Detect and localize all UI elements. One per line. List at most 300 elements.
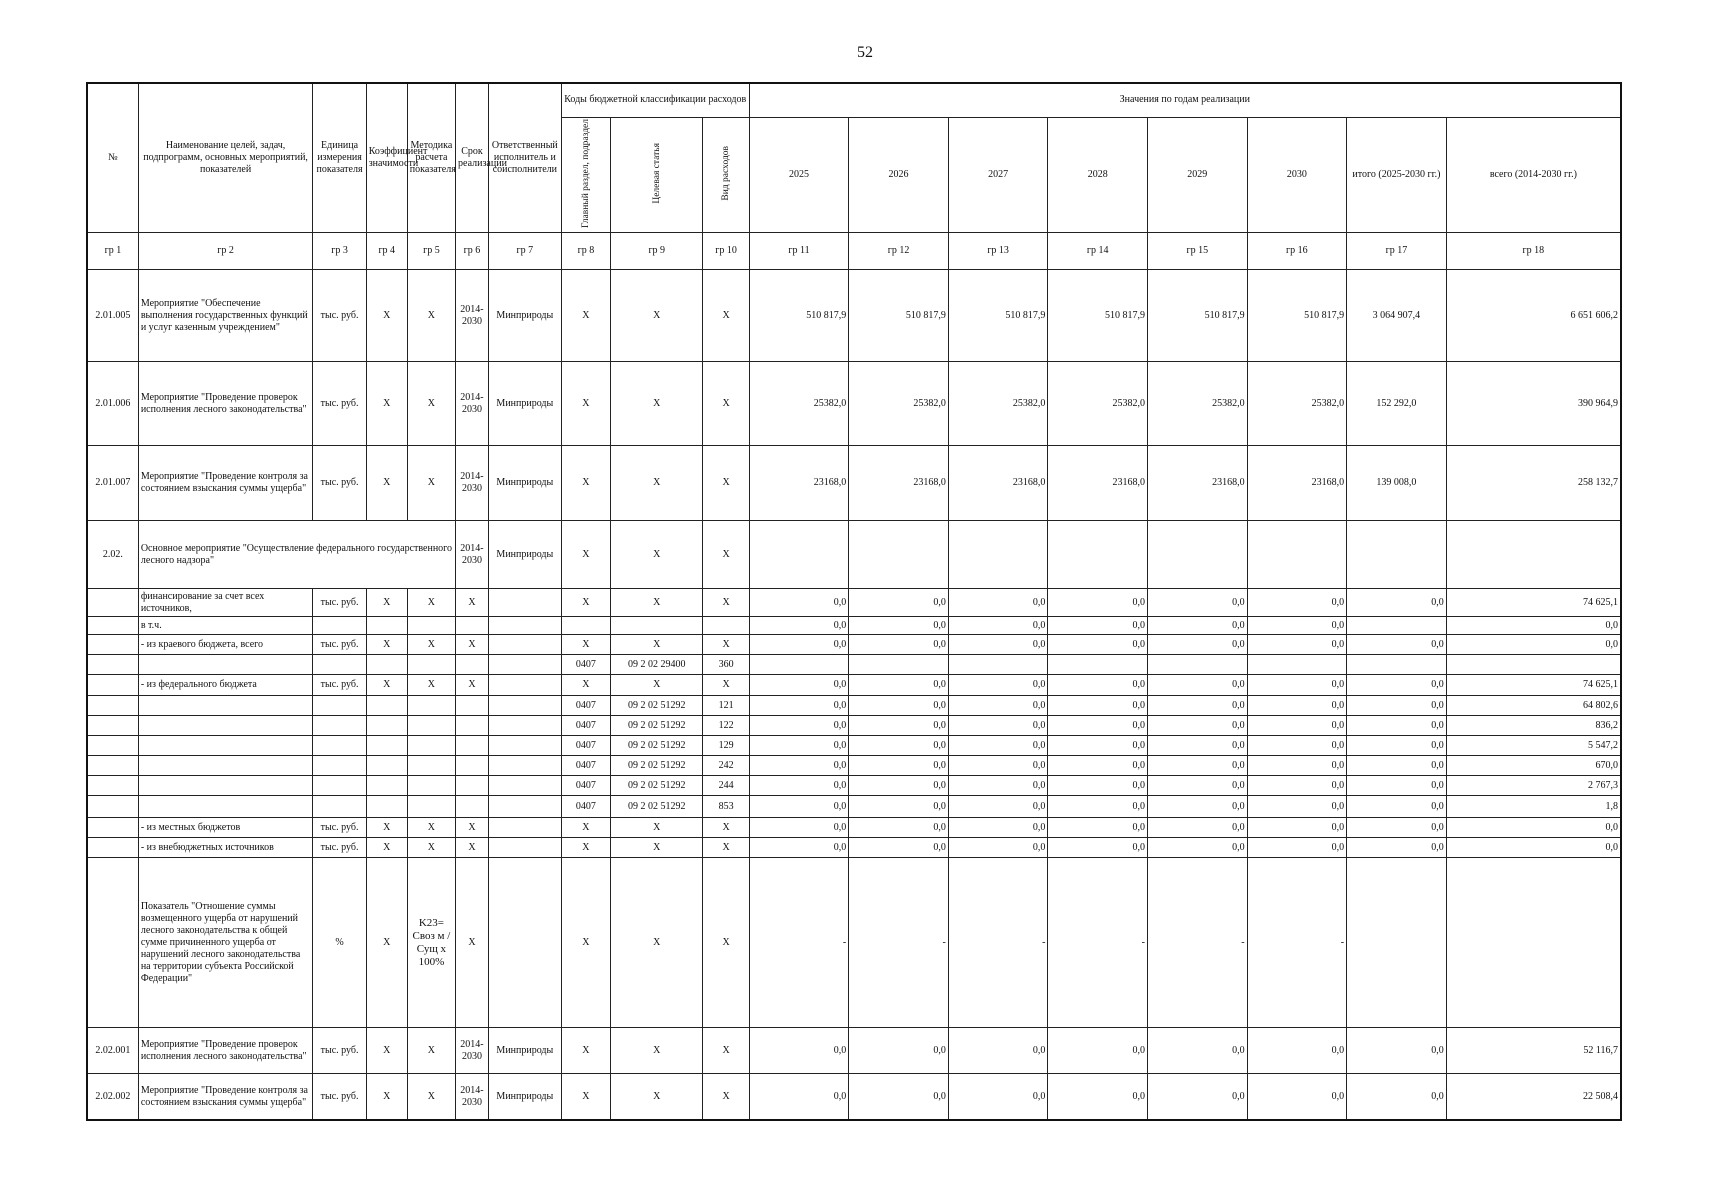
- row-value: 0,0: [749, 736, 849, 756]
- row-value: 510 817,9: [1147, 270, 1247, 362]
- header-year: 2028: [1048, 117, 1148, 233]
- finance-row: [87, 756, 1621, 776]
- row-method: X: [407, 1028, 455, 1074]
- finance-row: [87, 675, 1621, 696]
- row-value: 0,0: [749, 756, 849, 776]
- row-value: 0,0: [749, 838, 849, 858]
- row-method: [407, 655, 455, 675]
- header-method: Методика расчета показателя: [407, 83, 455, 233]
- row-bk-section: X: [561, 1028, 610, 1074]
- row-value: 0,0: [1048, 675, 1148, 696]
- row-total-all: 5 547,2: [1446, 736, 1621, 756]
- row-total-all: 0,0: [1446, 635, 1621, 655]
- header-total-period: итого (2025-2030 гг.): [1347, 117, 1447, 233]
- row-value: 0,0: [749, 1028, 849, 1074]
- row-value: 0,0: [1247, 589, 1347, 617]
- row-method: X: [407, 838, 455, 858]
- row-value: 0,0: [1048, 589, 1148, 617]
- row-value: 0,0: [749, 796, 849, 818]
- row-term: 2014-2030: [456, 521, 489, 589]
- row-value: 0,0: [1247, 796, 1347, 818]
- column-number: гр 9: [611, 233, 703, 270]
- table-row: [87, 1074, 1621, 1120]
- row-value: 23168,0: [948, 446, 1048, 521]
- row-name: - из внебюджетных источников: [138, 838, 313, 858]
- indicator-value: -: [1247, 858, 1347, 1028]
- row-term: [456, 716, 489, 736]
- row-unit: тыс. руб.: [313, 675, 366, 696]
- row-bk-type: X: [703, 446, 749, 521]
- row-name: Мероприятие "Проведение проверок исполнения лесного законодательства": [138, 1028, 313, 1074]
- row-value: 23168,0: [749, 446, 849, 521]
- column-number: гр 8: [561, 233, 610, 270]
- row-value: 0,0: [849, 776, 949, 796]
- row-responsible: Минприроды: [488, 270, 561, 362]
- row-term: X: [456, 818, 489, 838]
- row-total-period: 152 292,0: [1347, 362, 1447, 446]
- row-unit: [313, 655, 366, 675]
- row-method: [407, 617, 455, 635]
- row-bk-section: 0407: [561, 776, 610, 796]
- finance-row: [87, 696, 1621, 716]
- row-total-period: 0,0: [1347, 716, 1447, 736]
- row-name: - из местных бюджетов: [138, 818, 313, 838]
- row-name: [138, 716, 313, 736]
- header-year: 2030: [1247, 117, 1347, 233]
- row-term: [456, 655, 489, 675]
- header-year: 2027: [948, 117, 1048, 233]
- row-term: [456, 736, 489, 756]
- row-number: 2.01.007: [87, 446, 138, 521]
- column-number: гр 4: [366, 233, 407, 270]
- indicator-bk-type: X: [703, 858, 749, 1028]
- row-value: 0,0: [849, 635, 949, 655]
- row-total-all: [1446, 655, 1621, 675]
- column-number: гр 14: [1048, 233, 1148, 270]
- row-value: [1147, 655, 1247, 675]
- finance-row: [87, 617, 1621, 635]
- header-no: №: [87, 83, 138, 233]
- row-value: 0,0: [1247, 818, 1347, 838]
- row-value: 0,0: [948, 736, 1048, 756]
- row-total-period: 0,0: [1347, 736, 1447, 756]
- row-total-period: 0,0: [1347, 589, 1447, 617]
- row-total-all: 836,2: [1446, 716, 1621, 736]
- column-number: гр 2: [138, 233, 313, 270]
- row-value: [948, 655, 1048, 675]
- row-value: [1048, 655, 1148, 675]
- row-method: [407, 696, 455, 716]
- row-value: 0,0: [749, 1074, 849, 1120]
- row-value: 0,0: [849, 1074, 949, 1120]
- row-value: 23168,0: [849, 446, 949, 521]
- row-value: 510 817,9: [1048, 270, 1148, 362]
- header-year: 2026: [849, 117, 949, 233]
- row-coef: X: [366, 1074, 407, 1120]
- row-value: 0,0: [948, 1074, 1048, 1120]
- row-total-period: [1347, 655, 1447, 675]
- row-value: 0,0: [849, 838, 949, 858]
- header-bk-group: Коды бюджетной классификации расходов: [561, 83, 749, 117]
- finance-row: [87, 655, 1621, 675]
- row-value: 0,0: [849, 756, 949, 776]
- indicator-unit: %: [313, 858, 366, 1028]
- row-method: X: [407, 635, 455, 655]
- row-term: [456, 617, 489, 635]
- table-row: [87, 1028, 1621, 1074]
- row-value: 0,0: [849, 818, 949, 838]
- row-total-all: 64 802,6: [1446, 696, 1621, 716]
- row-bk-type: X: [703, 675, 749, 696]
- row-bk-section: 0407: [561, 796, 610, 818]
- row-value: 0,0: [1147, 675, 1247, 696]
- row-bk-section: 0407: [561, 756, 610, 776]
- finance-row: [87, 716, 1621, 736]
- row-coef: [366, 617, 407, 635]
- row-total-all: 52 116,7: [1446, 1028, 1621, 1074]
- row-bk-target: X: [611, 635, 703, 655]
- row-term: X: [456, 838, 489, 858]
- indicator-term: X: [456, 858, 489, 1028]
- row-bk-type: X: [703, 362, 749, 446]
- row-term: [456, 696, 489, 716]
- row-total-all: 74 625,1: [1446, 675, 1621, 696]
- row-value: 0,0: [1147, 617, 1247, 635]
- row-bk-section: X: [561, 446, 610, 521]
- row-unit: [313, 776, 366, 796]
- row-total-period: 0,0: [1347, 776, 1447, 796]
- row-value: 0,0: [849, 589, 949, 617]
- row-value: 0,0: [849, 716, 949, 736]
- row-value: 0,0: [948, 1028, 1048, 1074]
- row-term: [456, 776, 489, 796]
- row-name: [138, 655, 313, 675]
- row-bk-section: X: [561, 521, 610, 589]
- indicator-value: -: [948, 858, 1048, 1028]
- row-bk-target: 09 2 02 51292: [611, 736, 703, 756]
- row-name: Мероприятие "Проведение контроля за состоянием взыскания суммы ущерба": [138, 446, 313, 521]
- row-method: X: [407, 1074, 455, 1120]
- row-value: 25382,0: [749, 362, 849, 446]
- table-body: [87, 270, 1621, 1120]
- row-bk-section: 0407: [561, 696, 610, 716]
- row-bk-type: X: [703, 635, 749, 655]
- row-value: 23168,0: [1247, 446, 1347, 521]
- row-value: 0,0: [1247, 716, 1347, 736]
- finance-row: [87, 818, 1621, 838]
- row-name: [138, 756, 313, 776]
- table-row: [87, 362, 1621, 446]
- row-unit: тыс. руб.: [313, 446, 366, 521]
- column-number: гр 13: [948, 233, 1048, 270]
- row-value: 25382,0: [1147, 362, 1247, 446]
- indicator-value: -: [1048, 858, 1148, 1028]
- row-name: - из федерального бюджета: [138, 675, 313, 696]
- row-bk-type: 129: [703, 736, 749, 756]
- row-coef: [366, 776, 407, 796]
- row-bk-target: X: [611, 675, 703, 696]
- row-coef: X: [366, 270, 407, 362]
- row-value: 23168,0: [1147, 446, 1247, 521]
- row-method: [407, 716, 455, 736]
- column-number: гр 7: [488, 233, 561, 270]
- row-coef: [366, 655, 407, 675]
- row-coef: [366, 756, 407, 776]
- row-bk-type: 122: [703, 716, 749, 736]
- row-value: [1247, 655, 1347, 675]
- row-coef: X: [366, 1028, 407, 1074]
- row-term: X: [456, 635, 489, 655]
- row-unit: [313, 617, 366, 635]
- column-number: гр 15: [1147, 233, 1247, 270]
- row-bk-section: X: [561, 589, 610, 617]
- row-name: - из краевого бюджета, всего: [138, 635, 313, 655]
- row-total-all: 6 651 606,2: [1446, 270, 1621, 362]
- row-value: 0,0: [1147, 776, 1247, 796]
- row-total-all: 74 625,1: [1446, 589, 1621, 617]
- row-name: финансирование за счет всех источников,: [138, 589, 313, 617]
- row-bk-type: X: [703, 521, 749, 589]
- table-row: [87, 270, 1621, 362]
- row-total-all: 258 132,7: [1446, 446, 1621, 521]
- row-bk-target: [611, 617, 703, 635]
- row-bk-type: 853: [703, 796, 749, 818]
- indicator-method: K23= Своз м / Сущ х 100%: [407, 858, 455, 1028]
- header-bk-section: Главный раздел, подраздел: [561, 117, 610, 233]
- header-year: 2025: [749, 117, 849, 233]
- row-value: 0,0: [1147, 818, 1247, 838]
- row-unit: тыс. руб.: [313, 1028, 366, 1074]
- row-value: 0,0: [948, 796, 1048, 818]
- row-coef: X: [366, 446, 407, 521]
- row-bk-type: 244: [703, 776, 749, 796]
- row-method: X: [407, 270, 455, 362]
- row-value: 0,0: [1247, 617, 1347, 635]
- row-value: 25382,0: [948, 362, 1048, 446]
- row-value: 0,0: [1147, 838, 1247, 858]
- header-total-all: всего (2014-2030 гг.): [1446, 117, 1621, 233]
- row-unit: тыс. руб.: [313, 1074, 366, 1120]
- row-total-all: 0,0: [1446, 617, 1621, 635]
- row-bk-type: X: [703, 838, 749, 858]
- row-total-period: 0,0: [1347, 818, 1447, 838]
- row-bk-target: X: [611, 446, 703, 521]
- row-value: 0,0: [1147, 696, 1247, 716]
- row-bk-target: 09 2 02 51292: [611, 696, 703, 716]
- row-unit: [313, 736, 366, 756]
- row-total-period: 0,0: [1347, 756, 1447, 776]
- finance-row: [87, 796, 1621, 818]
- row-method: X: [407, 362, 455, 446]
- row-value: 25382,0: [849, 362, 949, 446]
- row-value: 0,0: [749, 716, 849, 736]
- row-bk-target: X: [611, 270, 703, 362]
- column-number: гр 12: [849, 233, 949, 270]
- row-value: 0,0: [1147, 716, 1247, 736]
- row-value: 0,0: [948, 675, 1048, 696]
- row-value: 0,0: [1048, 696, 1148, 716]
- row-method: X: [407, 589, 455, 617]
- row-value: 0,0: [849, 696, 949, 716]
- row-value: 0,0: [1048, 776, 1148, 796]
- row-bk-target: 09 2 02 51292: [611, 796, 703, 818]
- column-number: гр 1: [87, 233, 138, 270]
- row-value: 25382,0: [1247, 362, 1347, 446]
- column-number: гр 10: [703, 233, 749, 270]
- row-bk-section: X: [561, 1074, 610, 1120]
- row-name: [138, 796, 313, 818]
- row-coef: X: [366, 818, 407, 838]
- main-measure-row: [87, 521, 1621, 589]
- row-value: 0,0: [1048, 838, 1148, 858]
- row-bk-section: X: [561, 838, 610, 858]
- row-number: 2.02.002: [87, 1074, 138, 1120]
- row-value: 0,0: [1147, 589, 1247, 617]
- row-bk-section: 0407: [561, 716, 610, 736]
- row-value: 510 817,9: [749, 270, 849, 362]
- row-value: 0,0: [1048, 736, 1148, 756]
- row-unit: тыс. руб.: [313, 818, 366, 838]
- row-bk-type: X: [703, 1074, 749, 1120]
- row-method: X: [407, 818, 455, 838]
- row-value: 0,0: [1247, 635, 1347, 655]
- row-name: Мероприятие "Проведение контроля за состоянием взыскания суммы ущерба": [138, 1074, 313, 1120]
- row-total-period: 139 008,0: [1347, 446, 1447, 521]
- row-bk-target: X: [611, 521, 703, 589]
- row-bk-target: 09 2 02 51292: [611, 716, 703, 736]
- row-value: 0,0: [1147, 756, 1247, 776]
- row-responsible: Минприроды: [488, 1074, 561, 1120]
- row-value: 510 817,9: [948, 270, 1048, 362]
- row-term: [456, 796, 489, 818]
- indicator-value: -: [749, 858, 849, 1028]
- row-bk-target: 09 2 02 29400: [611, 655, 703, 675]
- row-value: 0,0: [749, 696, 849, 716]
- row-value: 0,0: [749, 776, 849, 796]
- row-value: 25382,0: [1048, 362, 1148, 446]
- row-value: 0,0: [1247, 675, 1347, 696]
- row-total-all: 670,0: [1446, 756, 1621, 776]
- row-value: 0,0: [948, 818, 1048, 838]
- column-number: гр 17: [1347, 233, 1447, 270]
- row-bk-target: 09 2 02 51292: [611, 756, 703, 776]
- row-unit: [313, 796, 366, 818]
- row-name: Мероприятие "Проведение проверок исполнения лесного законодательства": [138, 362, 313, 446]
- row-value: 0,0: [1048, 1028, 1148, 1074]
- row-total-all: 1,8: [1446, 796, 1621, 818]
- row-value: 510 817,9: [849, 270, 949, 362]
- row-method: X: [407, 446, 455, 521]
- row-bk-section: 0407: [561, 655, 610, 675]
- row-bk-type: X: [703, 818, 749, 838]
- row-responsible: Минприроды: [488, 362, 561, 446]
- row-total-period: 0,0: [1347, 838, 1447, 858]
- row-total-all: 2 767,3: [1446, 776, 1621, 796]
- row-value: 0,0: [1247, 1074, 1347, 1120]
- row-coef: [366, 696, 407, 716]
- row-bk-target: X: [611, 1028, 703, 1074]
- row-bk-section: X: [561, 270, 610, 362]
- row-name: Мероприятие "Обеспечение выполнения государственных функций и услуг казенным учреждением": [138, 270, 313, 362]
- row-name: Основное мероприятие "Осуществление федерального государственного лесного надзора": [138, 521, 455, 589]
- row-responsible: Минприроды: [488, 1028, 561, 1074]
- row-value: 0,0: [1048, 716, 1148, 736]
- row-total-period: 3 064 907,4: [1347, 270, 1447, 362]
- row-term: 2014-2030: [456, 446, 489, 521]
- row-bk-type: 121: [703, 696, 749, 716]
- row-value: 0,0: [948, 756, 1048, 776]
- row-value: 0,0: [1048, 756, 1148, 776]
- indicator-value: -: [849, 858, 949, 1028]
- row-coef: X: [366, 589, 407, 617]
- row-coef: X: [366, 362, 407, 446]
- row-bk-type: 242: [703, 756, 749, 776]
- row-method: [407, 756, 455, 776]
- row-bk-type: X: [703, 589, 749, 617]
- row-total-period: 0,0: [1347, 1074, 1447, 1120]
- page-number: 52: [857, 44, 873, 61]
- row-bk-section: X: [561, 362, 610, 446]
- row-value: 0,0: [1147, 736, 1247, 756]
- indicator-value: -: [1147, 858, 1247, 1028]
- row-term: 2014-2030: [456, 270, 489, 362]
- row-term: [456, 756, 489, 776]
- row-bk-section: X: [561, 635, 610, 655]
- row-unit: [313, 756, 366, 776]
- indicator-bk-target: X: [611, 858, 703, 1028]
- row-value: [849, 655, 949, 675]
- row-value: 0,0: [1247, 776, 1347, 796]
- row-value: 0,0: [849, 1028, 949, 1074]
- row-value: 0,0: [1147, 796, 1247, 818]
- row-unit: тыс. руб.: [313, 270, 366, 362]
- finance-row: [87, 736, 1621, 756]
- column-number: гр 11: [749, 233, 849, 270]
- row-bk-type: X: [703, 1028, 749, 1074]
- row-value: 0,0: [1247, 736, 1347, 756]
- row-value: 0,0: [849, 796, 949, 818]
- row-value: 0,0: [1048, 635, 1148, 655]
- row-value: 0,0: [1147, 1028, 1247, 1074]
- row-total-period: 0,0: [1347, 1028, 1447, 1074]
- row-responsible: Минприроды: [488, 521, 561, 589]
- row-value: 0,0: [749, 635, 849, 655]
- row-method: X: [407, 675, 455, 696]
- row-term: X: [456, 675, 489, 696]
- row-value: 510 817,9: [1247, 270, 1347, 362]
- row-value: 0,0: [1247, 1028, 1347, 1074]
- row-number: 2.02.: [87, 521, 138, 589]
- column-numbers-row: [87, 233, 1621, 270]
- row-unit: тыс. руб.: [313, 589, 366, 617]
- row-value: 0,0: [1048, 796, 1148, 818]
- row-total-all: 22 508,4: [1446, 1074, 1621, 1120]
- row-coef: X: [366, 635, 407, 655]
- row-coef: [366, 796, 407, 818]
- row-value: 0,0: [948, 635, 1048, 655]
- row-bk-section: 0407: [561, 736, 610, 756]
- row-value: 0,0: [948, 776, 1048, 796]
- row-unit: тыс. руб.: [313, 362, 366, 446]
- row-bk-type: 360: [703, 655, 749, 675]
- row-value: 0,0: [1147, 1074, 1247, 1120]
- finance-row: [87, 589, 1621, 617]
- budget-table: [86, 82, 1622, 1121]
- row-value: 0,0: [1247, 696, 1347, 716]
- row-term: 2014-2030: [456, 362, 489, 446]
- row-value: 0,0: [1247, 756, 1347, 776]
- finance-row: [87, 838, 1621, 858]
